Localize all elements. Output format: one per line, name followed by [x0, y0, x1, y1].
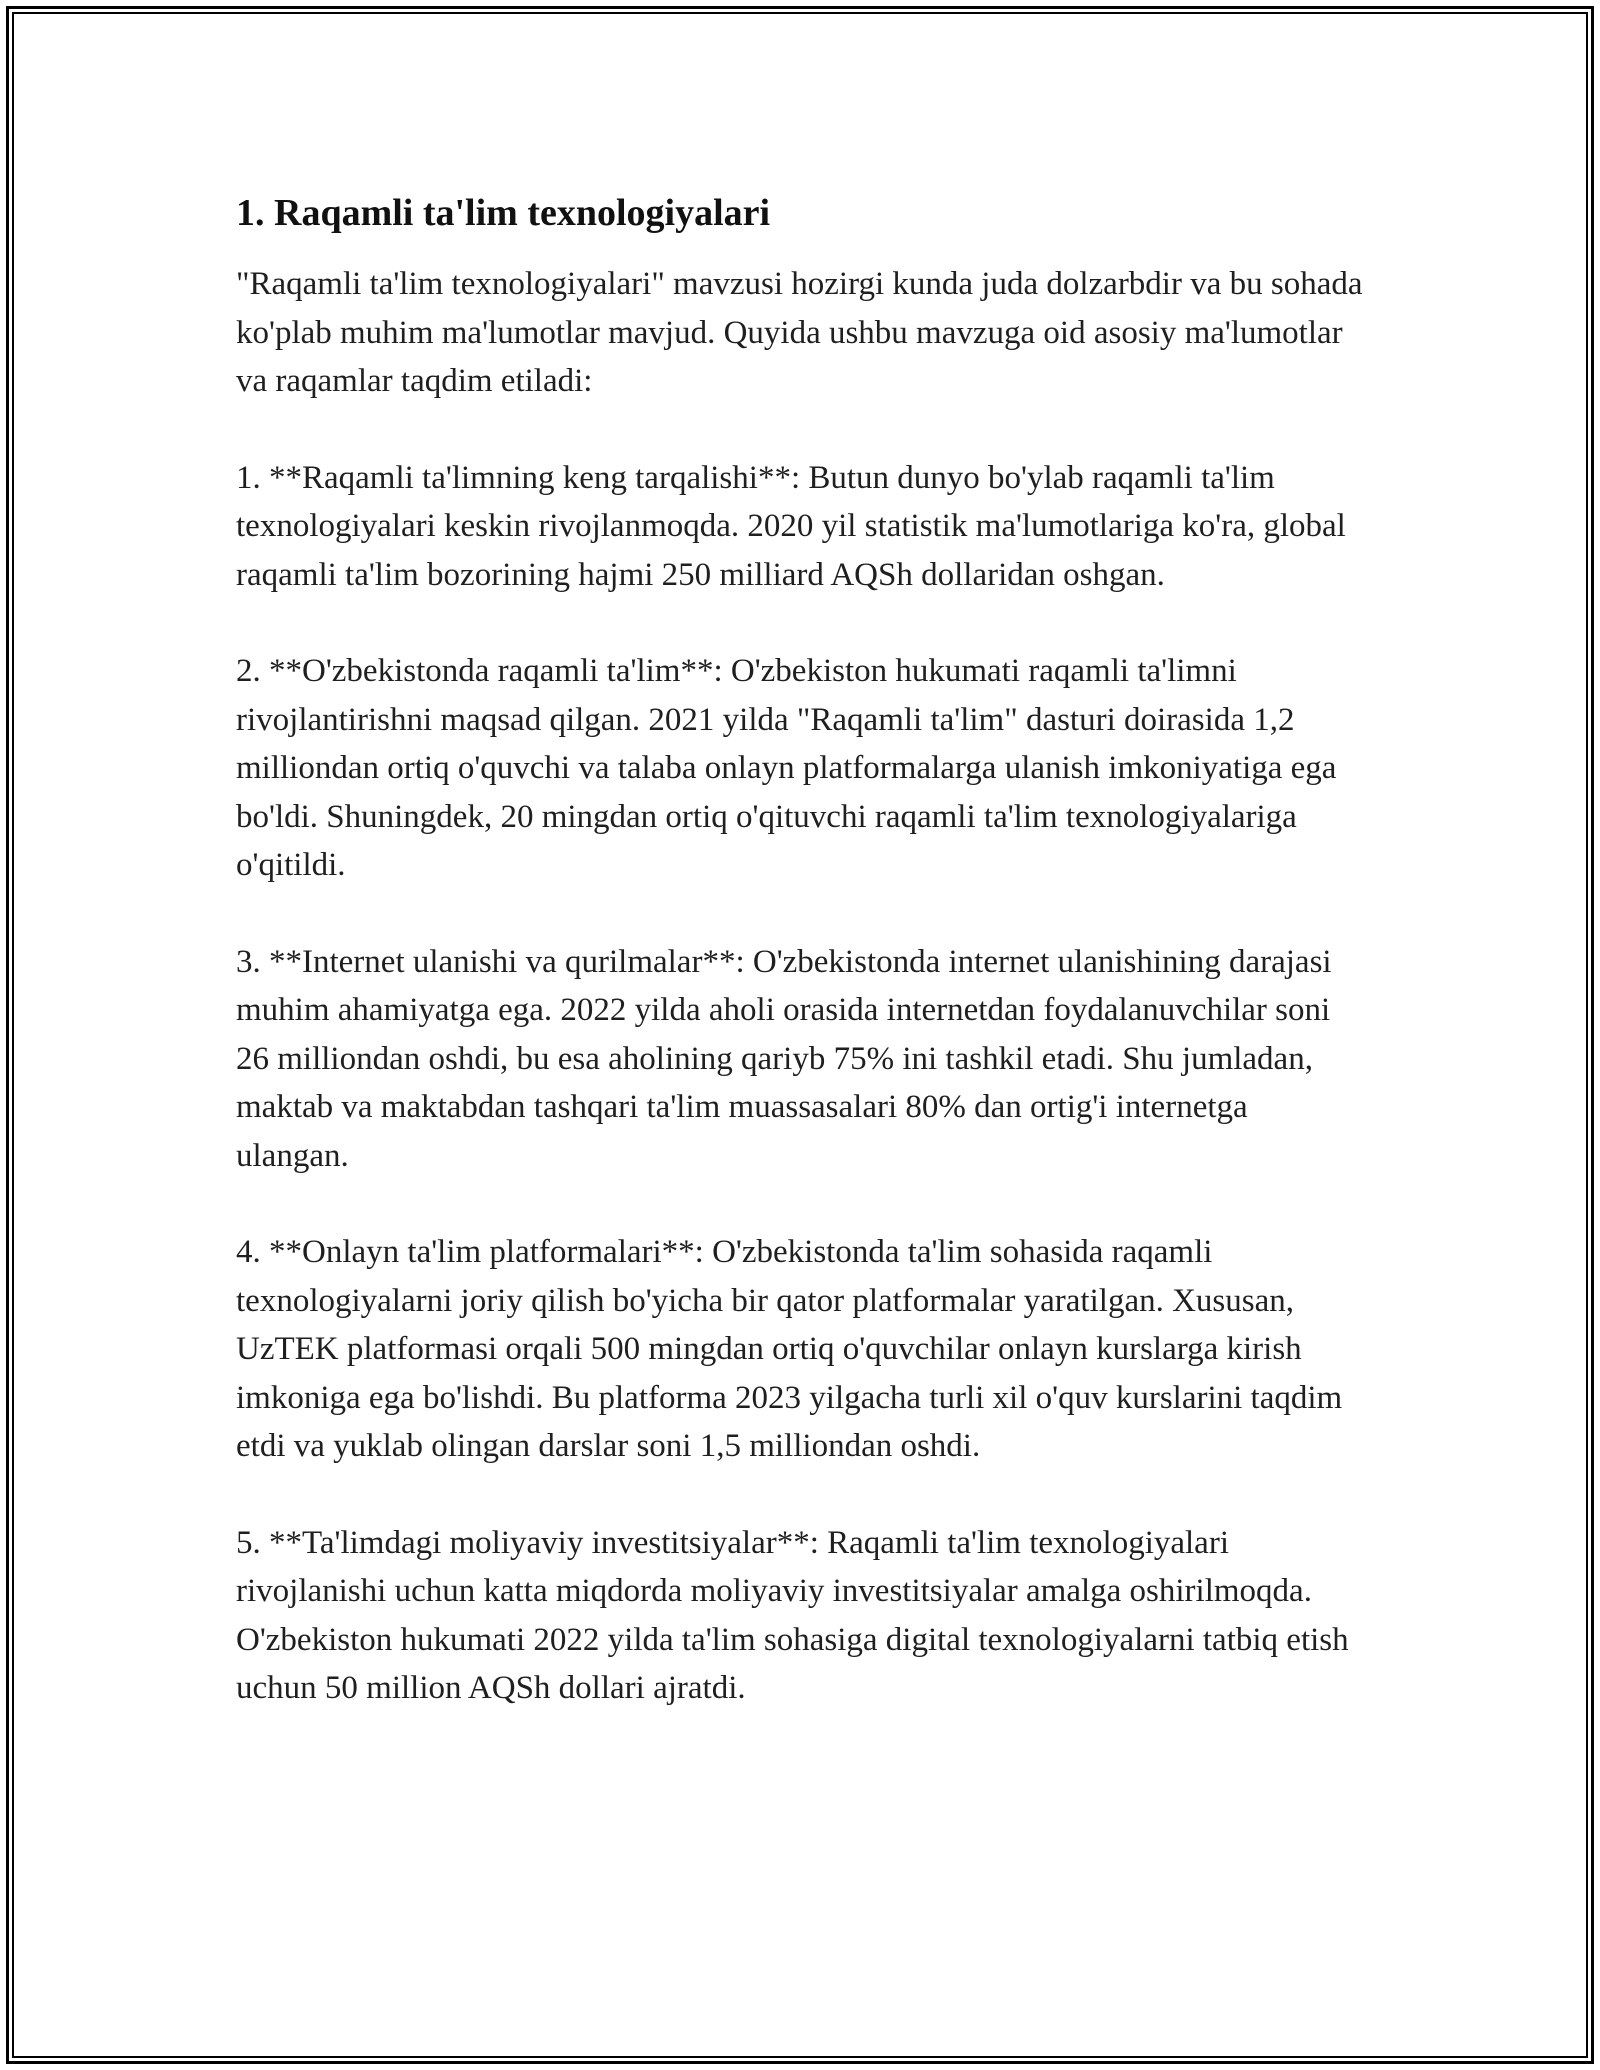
- point-2-paragraph: 2. **O'zbekistonda raqamli ta'lim**: O'zbekiston hukumati raqamli ta'limni rivojlantirishni maqsad qilgan. 2021 yilda "Raqamli ta'lim" dasturi doirasida 1,2 milliondan ortiq o'quvchi va talaba onlayn platformalarga ulanish imkoniyatiga ega bo'ldi. Shuningdek, 20 mingdan ortiq o'qituvchi raqamli ta'lim texnologiyalariga o'qitildi.: [236, 653, 1337, 883]
- point-4-paragraph: 4. **Onlayn ta'lim platformalari**: O'zbekistonda ta'lim sohasida raqamli texnologiyalarni joriy qilish bo'yicha bir qator platformalar yaratilgan. Xususan, UzTEK platformasi orqali 500 mingdan ortiq o'quvchilar onlayn kurslarga kirish imkoniga ega bo'lishdi. Bu platforma 2023 yilgacha turli xil o'quv kurslarini taqdim etdi va yuklab olingan darslar soni 1,5 milliondan oshdi.: [236, 1234, 1343, 1464]
- point-1-paragraph: 1. **Raqamli ta'limning keng tarqalishi**: Butun dunyo bo'ylab raqamli ta'lim texnologiyalari keskin rivojlanmoqda. 2020 yil statistik ma'lumotlariga ko'ra, global raqamli ta'lim bozorining hajmi 250 milliard AQSh dollaridan oshgan.: [236, 459, 1346, 593]
- intro-paragraph: "Raqamli ta'lim texnologiyalari" mavzusi hozirgi kunda juda dolzarbdir va bu sohada ko'plab muhim ma'lumotlar mavjud. Quyida ushbu mavzuga oid asosiy ma'lumotlar va raqamlar taqdim etiladi:: [236, 266, 1363, 399]
- document-body: [236, 188, 1366, 1761]
- point-3-paragraph: 3. **Internet ulanishi va qurilmalar**: O'zbekistonda internet ulanishining darajasi muhim ahamiyatga ega. 2022 yilda aholi orasida internetdan foydalanuvchilar soni 26 milliondan oshdi, bu esa aholining qariyb 75% ini tashkil etadi. Shu jumladan, maktab va maktabdan tashqari ta'lim muassasalari 80% dan ortig'i internetga ulangan.: [236, 943, 1332, 1174]
- point-5-paragraph: 5. **Ta'limdagi moliyaviy investitsiyalar**: Raqamli ta'lim texnologiyalari rivojlanishi uchun katta miqdorda moliyaviy investitsiyalar amalga oshirilmoqda. O'zbekiston hukumati 2022 yilda ta'lim sohasiga digital texnologiyalarni tatbiq etish uchun 50 million AQSh dollari ajratdi.: [236, 1524, 1349, 1706]
- document-title: 1. Raqamli ta'lim texnologiyalari: [236, 192, 771, 234]
